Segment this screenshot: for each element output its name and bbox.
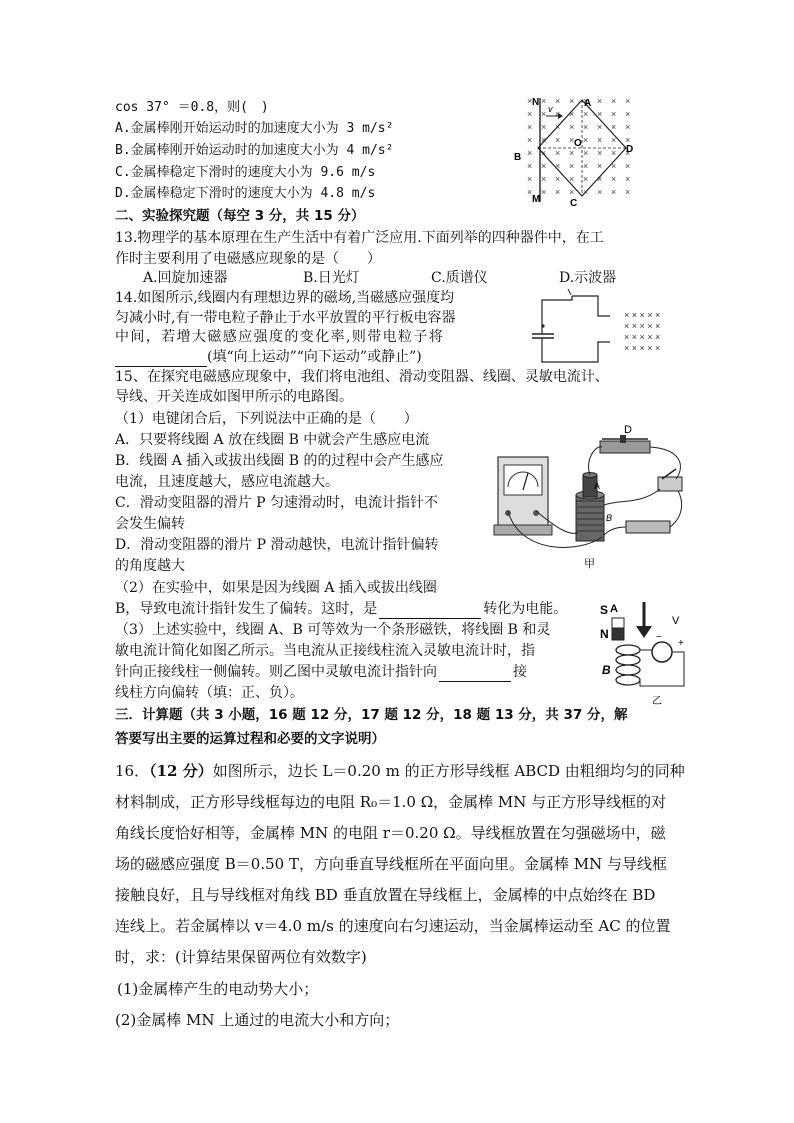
q15-part2-blank[interactable] <box>379 603 481 619</box>
q16-line3: 角线长度恰好相等，金属棒 MN 的电阻 r＝0.20 Ω。导线框放置在匀强磁场中，磁 <box>115 824 666 842</box>
q12-option-c: C.金属棒稳定下滑时的速度大小为 9.6 m/s <box>115 165 376 180</box>
q12-option-a: A.金属棒刚开始运动时的加速度大小为 3 m/s² <box>115 121 394 136</box>
q15-option-d-2: 的角度越大 <box>115 558 185 574</box>
q15-option-c-1: C．滑动变阻器的滑片 P 匀速滑动时，电流计指针不 <box>115 495 439 511</box>
q16-number: 16． <box>115 762 150 780</box>
q14-line1: 14.如图所示,线圈内有理想边界的磁场,当磁感应强度均 <box>115 290 455 306</box>
q15-option-d-1: D．滑动变阻器的滑片 P 滑动越快，电流计指针偏转 <box>115 537 439 553</box>
q16-line2: 材料制成，正方形导线框每边的电阻 R₀＝1.0 Ω，金属棒 MN 与正方形导线框的对 <box>115 793 667 811</box>
svg-text:× × × × ×: × × × × × <box>624 321 661 331</box>
yi-label-minus: − <box>656 632 662 643</box>
q16-score: （12 分） <box>149 762 213 780</box>
yi-label-n: N <box>600 627 609 641</box>
svg-text:× × × × ×: × × × × × <box>624 310 661 320</box>
q15-line1: 15、在探究电磁感应现象中，我们将电池组、滑动变阻器、线圈、灵敏电流计、 <box>115 369 609 385</box>
q13-option-d: D.示波器 <box>559 270 617 286</box>
q15-option-b-1: B．线圈 A 插入或拔出线圈 B 的的过程中会产生感应 <box>115 453 444 469</box>
yi-label-b: B <box>602 663 611 677</box>
yi-label-a: A <box>610 603 618 615</box>
q12-option-d: D.金属棒稳定下滑时的速度大小为 4.8 m/s <box>115 186 376 201</box>
q16-line1: 如图所示，边长 L＝0.20 m 的正方形导线框 ABCD 由粗细均匀的同种 <box>212 762 685 780</box>
label-m: M <box>532 194 541 205</box>
q14-line3: 中间，若增大磁感应强度的变化率,则带电粒子将 <box>115 329 445 345</box>
q16-line5: 接触良好，且与导线框对角线 BD 垂直放置在导线框上，金属棒的中点始终在 BD <box>115 886 656 904</box>
q15-option-a: A．只要将线圈 A 放在线圈 B 中就会产生感应电流 <box>115 432 430 448</box>
q15-part2-b: B，导致电流计指针发生了偏转。这时，是 <box>115 601 378 617</box>
label-o: O <box>574 138 582 149</box>
label-n: N <box>532 97 540 108</box>
q16-line4: 场的磁感应强度 B＝0.50 T，方向垂直导线框所在平面向里。金属棒 MN 与导线框 <box>115 855 667 873</box>
q15-option-b-2: 电流，且速度越大，感应电流越大。 <box>115 474 339 490</box>
q13-option-a: A.回旋加速器 <box>143 270 228 286</box>
q15-part3-c: 针向正接线柱一侧偏转。则乙图中灵敏电流计指针向 <box>115 664 437 680</box>
q15-part3-blank[interactable] <box>439 666 511 682</box>
q13-option-c: C.质谱仪 <box>431 270 488 286</box>
q15-part2-b-post: 转化为电能。 <box>483 601 568 617</box>
q15-part3-b: 敏电流计简化如图乙所示。当电流从正接线柱流入灵敏电流计时，指 <box>115 643 535 659</box>
svg-text:× × × × ×: × × × × × <box>624 343 661 353</box>
jia-label-d: D <box>624 424 632 436</box>
section-3-heading-2: 答要写出主要的运算过程和必要的文字说明） <box>115 731 385 747</box>
q15-part3-c-post: 接 <box>513 664 527 680</box>
label-a: A <box>584 98 592 109</box>
q15-figure-jia <box>490 424 690 575</box>
section-3-heading-1: 三．计算题（共 3 小题，16 题 12 分，17 题 12 分，18 题 13 分，共 37 分，解 <box>115 707 628 723</box>
q12-option-b: B.金属棒刚开始运动时的加速度大小为 4 m/s² <box>115 143 394 158</box>
label-b: B <box>514 152 522 163</box>
jia-caption: 甲 <box>584 558 595 570</box>
svg-text:× × × × ×: × × × × × <box>624 332 661 342</box>
q15-option-c-2: 会发生偏转 <box>115 516 185 532</box>
q15-part2-a: （2）在实验中，如果是因为线圈 A 插入或拔出线圈 <box>115 580 437 596</box>
q15-line2: 导线、开关连成如图甲所示的电路图。 <box>115 389 353 405</box>
q13-line1: 13.物理学的基本原理在生产生活中有着广泛应用.下面列举的四种器件中，在工 <box>115 230 604 246</box>
label-v: v <box>548 104 553 114</box>
yi-caption: 乙 <box>652 696 662 707</box>
q16-line7: 时，求：(计算结果保留两位有效数字) <box>115 948 367 966</box>
q12-figure <box>510 94 640 209</box>
q16-sub2: (2)金属棒 MN 上通过的电流大小和方向； <box>115 1011 400 1029</box>
label-d: D <box>626 144 634 155</box>
section-2-heading: 二、实验探究题（每空 3 分，共 15 分） <box>115 208 365 224</box>
q15-part1: （1）电键闭合后，下列说法中正确的是（ ） <box>115 411 418 427</box>
q15-figure-yi <box>598 596 698 708</box>
q14-line2: 匀减小时,有一带电粒子静止于水平放置的平行板电容器 <box>115 310 456 326</box>
q16-line6: 连线上。若金属棒以 v＝4.0 m/s 的速度向右匀速运动，当金属棒运动至 AC 的位置 <box>115 917 671 935</box>
q15-part3-d: 线柱方向偏转（填：正、负）。 <box>115 685 304 701</box>
q12-condition: cos 37° ＝0.8，则( ) <box>115 100 269 115</box>
yi-label-s: S <box>600 603 609 617</box>
q14-figure <box>528 286 678 366</box>
label-c: C <box>570 198 578 209</box>
yi-label-plus: + <box>678 638 684 649</box>
q14-answer-blank[interactable] <box>115 351 207 367</box>
q16-sub1: (1)金属棒产生的电动势大小； <box>117 980 319 998</box>
jia-label-b: B <box>606 513 613 523</box>
yi-label-v: V <box>672 615 680 627</box>
q13-option-b: B.日光灯 <box>303 270 360 286</box>
q13-line2: 作时主要利用了电磁感应现象的是（ ） <box>115 251 381 267</box>
q15-part3-a: （3）上述实验中，线圈 A、B 可等效为一个条形磁铁，将线圈 B 和灵 <box>115 622 551 638</box>
q14-line4: (填“向上运动”“向下运动”或静止”) <box>207 349 422 365</box>
jia-label-a: A <box>594 481 601 491</box>
